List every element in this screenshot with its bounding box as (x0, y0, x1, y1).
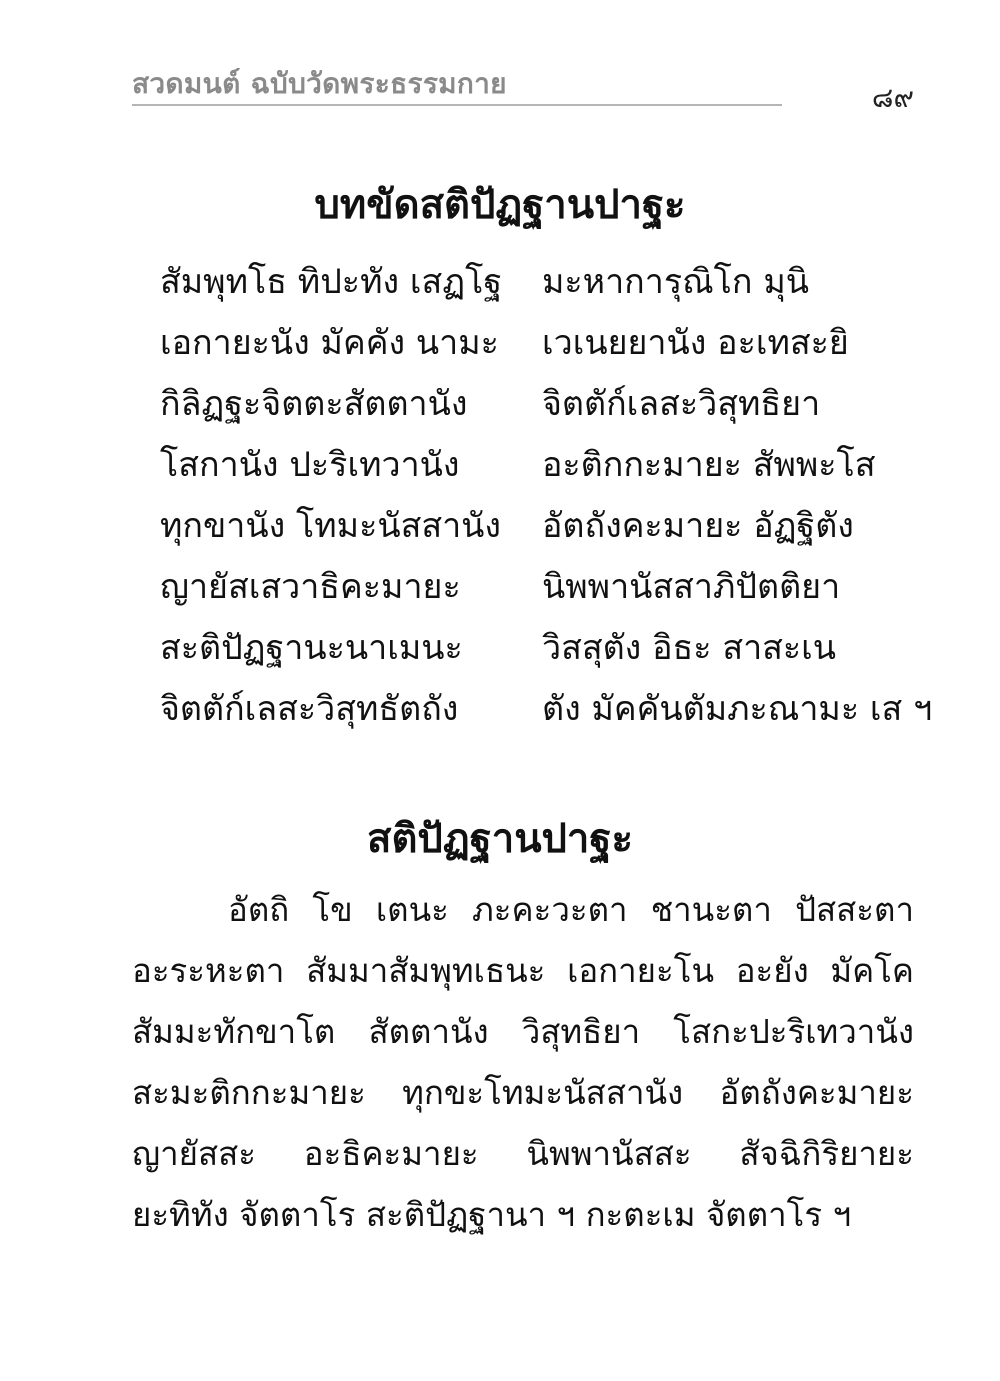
verse-right: ตัง มัคคันตัมภะณามะ เส ฯ (542, 689, 933, 729)
verse-right: อะติกกะมายะ สัพพะโส (542, 445, 876, 485)
verse-left: จิตตัก์เลสะวิสุทธัตถัง (160, 689, 459, 729)
verse-right: มะหาการุณิโก มุนิ (542, 262, 809, 302)
page-number: ๘๙ (871, 81, 914, 114)
verse-left: สะติปัฏฐานะนาเมนะ (160, 628, 463, 668)
section-title-main: สติปัฏฐานปาฐะ (367, 816, 633, 862)
verse-left: ทุกขานัง โทมะนัสสานัง (160, 506, 502, 546)
verse-left: กิลิฏฐะจิตตะสัตตานัง (160, 384, 468, 424)
prose-line: อะระหะตา สัมมาสัมพุทเธนะ เอกายะโน อะยัง มัคโค (132, 951, 914, 990)
prose-line: สัมมะทักขาโต สัตตานัง วิสุทธิยา โสกะปะริเทวานัง (132, 1012, 914, 1051)
verse-right: นิพพานัสสาภิปัตติยา (542, 567, 841, 607)
verse-left: ญายัสเสวาธิคะมายะ (160, 567, 461, 607)
prose-line: สะมะติกกะมายะ ทุกขะโทมะนัสสานัง อัตถังคะมายะ (132, 1073, 914, 1112)
header-rule (132, 104, 782, 106)
verse-left: โสกานัง ปะริเทวานัง (160, 445, 460, 485)
prose-line: ญายัสสะ อะธิคะมายะ นิพพานัสสะ สัจฉิกิริยายะ (132, 1134, 914, 1173)
section-title-preface: บทขัดสติปัฏฐานปาฐะ (314, 182, 686, 228)
verse-right: วิสสุตัง อิธะ สาสะเน (542, 628, 837, 668)
verse-right: เวเนยยานัง อะเทสะยิ (542, 323, 849, 363)
prose-line: อัตถิ โข เตนะ ภะคะวะตา ชานะตา ปัสสะตา (228, 890, 914, 929)
verse-right: จิตตัก์เลสะวิสุทธิยา (542, 384, 821, 424)
verse-left: เอกายะนัง มัคคัง นามะ (160, 323, 499, 363)
prose-line: ยะทิทัง จัตตาโร สะติปัฏฐานา ฯ กะตะเม จัตตาโร ฯ (132, 1195, 852, 1234)
verse-right: อัตถังคะมายะ อัฏฐิตัง (542, 506, 854, 546)
running-head: สวดมนต์ ฉบับวัดพระธรรมกาย (132, 67, 507, 100)
prose-paragraph (132, 885, 914, 1251)
verse-left: สัมพุทโธ ทิปะทัง เสฏโฐ (160, 262, 503, 302)
